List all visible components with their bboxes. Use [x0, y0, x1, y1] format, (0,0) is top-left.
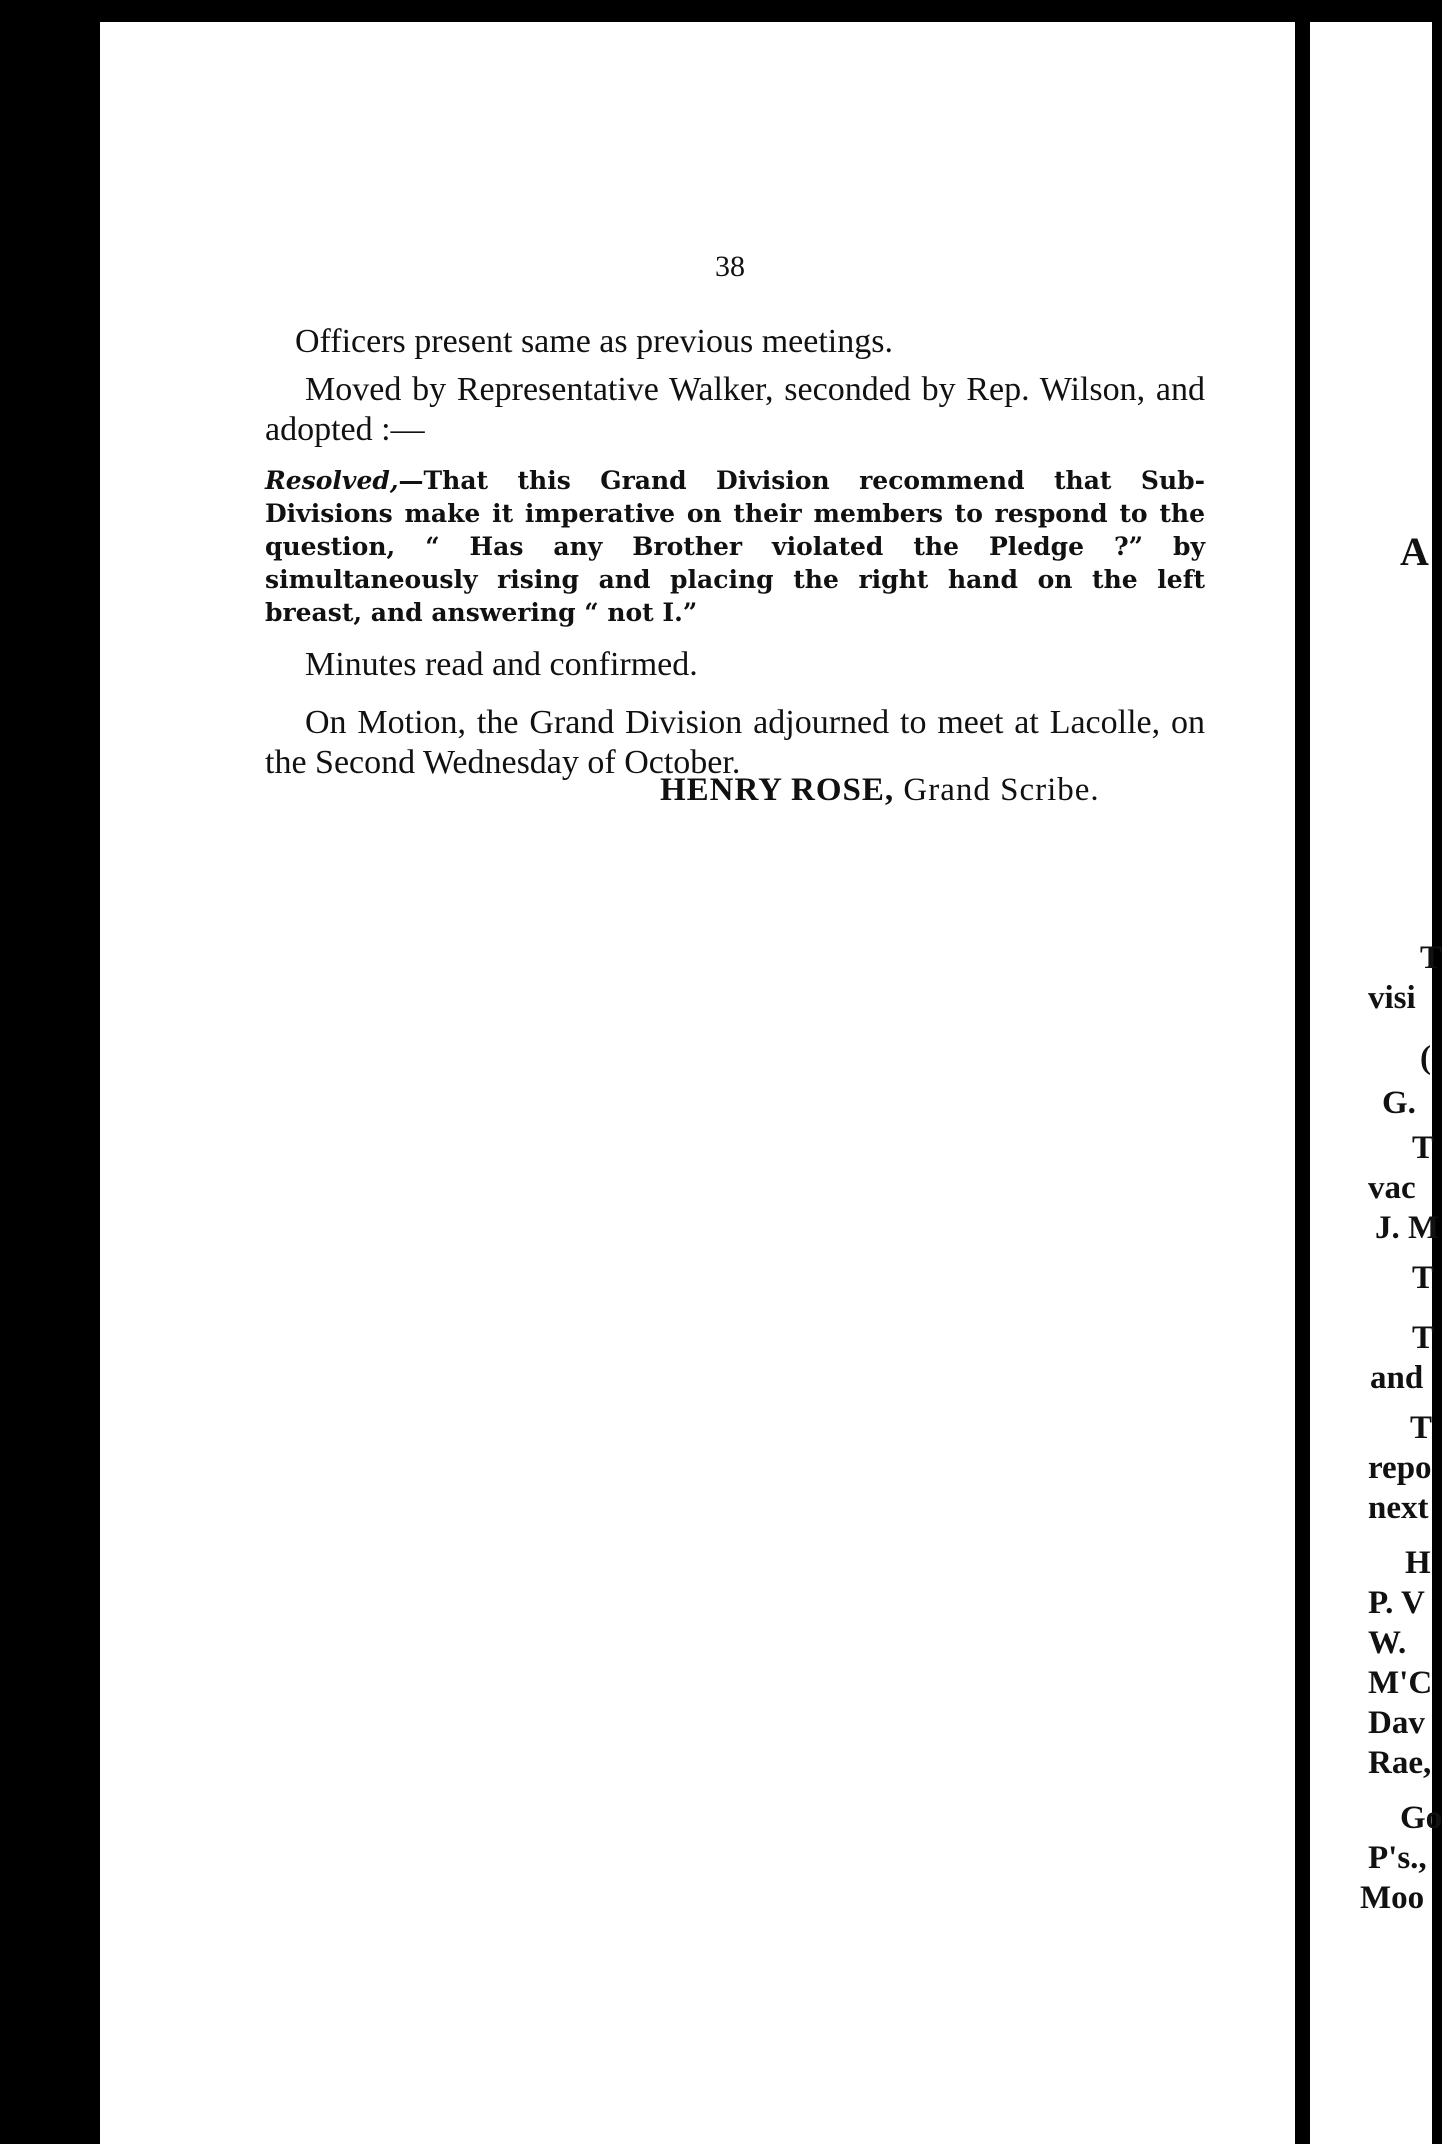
- right-page-fragment: H: [1405, 1545, 1431, 1581]
- resolved-paragraph: [265, 464, 1205, 629]
- right-page-fragment: W.: [1368, 1625, 1407, 1661]
- right-page-fragment: T: [1410, 1410, 1433, 1446]
- resolved-lead: Resolved,: [265, 466, 399, 495]
- right-page-fragment: M'C: [1368, 1665, 1433, 1701]
- right-page-fragment: T: [1412, 1320, 1435, 1356]
- main-text: [265, 322, 1205, 783]
- signature-title: Grand Scribe.: [894, 772, 1100, 808]
- resolved-text: —That this Grand Division recommend that Sub-Divisions make it imperative on their members to respond to the question, “ Has any Brother violated the Pledge ?” by simultaneously rising and placing the right hand on the left breast, and answering “ not I.”: [265, 466, 1205, 627]
- right-page-mark: A: [1400, 529, 1429, 574]
- page-gutter: [1295, 0, 1310, 2144]
- right-page-fragment: vac: [1368, 1170, 1416, 1206]
- adjourn-paragraph: On Motion, the Grand Division adjourned to meet at Lacolle, on the Second Wednesday of October.: [265, 704, 1205, 781]
- right-page-fragment: repo: [1368, 1450, 1432, 1486]
- right-page-fragment: T: [1412, 1260, 1435, 1296]
- officers-paragraph: Officers present same as previous meetings.: [295, 323, 893, 360]
- page-number: 38: [715, 250, 745, 283]
- right-page-fragment: (: [1420, 1040, 1431, 1076]
- right-page-fragment: P's.,: [1368, 1840, 1427, 1876]
- right-page-fragment: Rae,: [1368, 1745, 1432, 1781]
- moved-paragraph: Moved by Representative Walker, seconded by Rep. Wilson, and adopted :—: [265, 371, 1205, 448]
- right-page-fragment: Moo: [1360, 1880, 1425, 1916]
- right-page-fragment: J. M: [1375, 1210, 1440, 1246]
- right-page-fragment: G.: [1382, 1085, 1416, 1121]
- right-page-fragment: P. V: [1368, 1585, 1425, 1621]
- right-page-fragment: Go: [1400, 1800, 1442, 1836]
- signature: [660, 772, 1100, 809]
- right-page-fragment: and: [1370, 1360, 1424, 1396]
- signature-name: HENRY ROSE,: [660, 772, 895, 808]
- right-page-fragment: visi: [1368, 980, 1416, 1016]
- right-page-fragment: T: [1420, 940, 1442, 976]
- right-page-fragment: T: [1412, 1130, 1435, 1166]
- right-page-fragment: next: [1368, 1490, 1429, 1526]
- minutes-paragraph: Minutes read and confirmed.: [305, 646, 698, 683]
- right-page-fragment: Dav: [1368, 1705, 1425, 1741]
